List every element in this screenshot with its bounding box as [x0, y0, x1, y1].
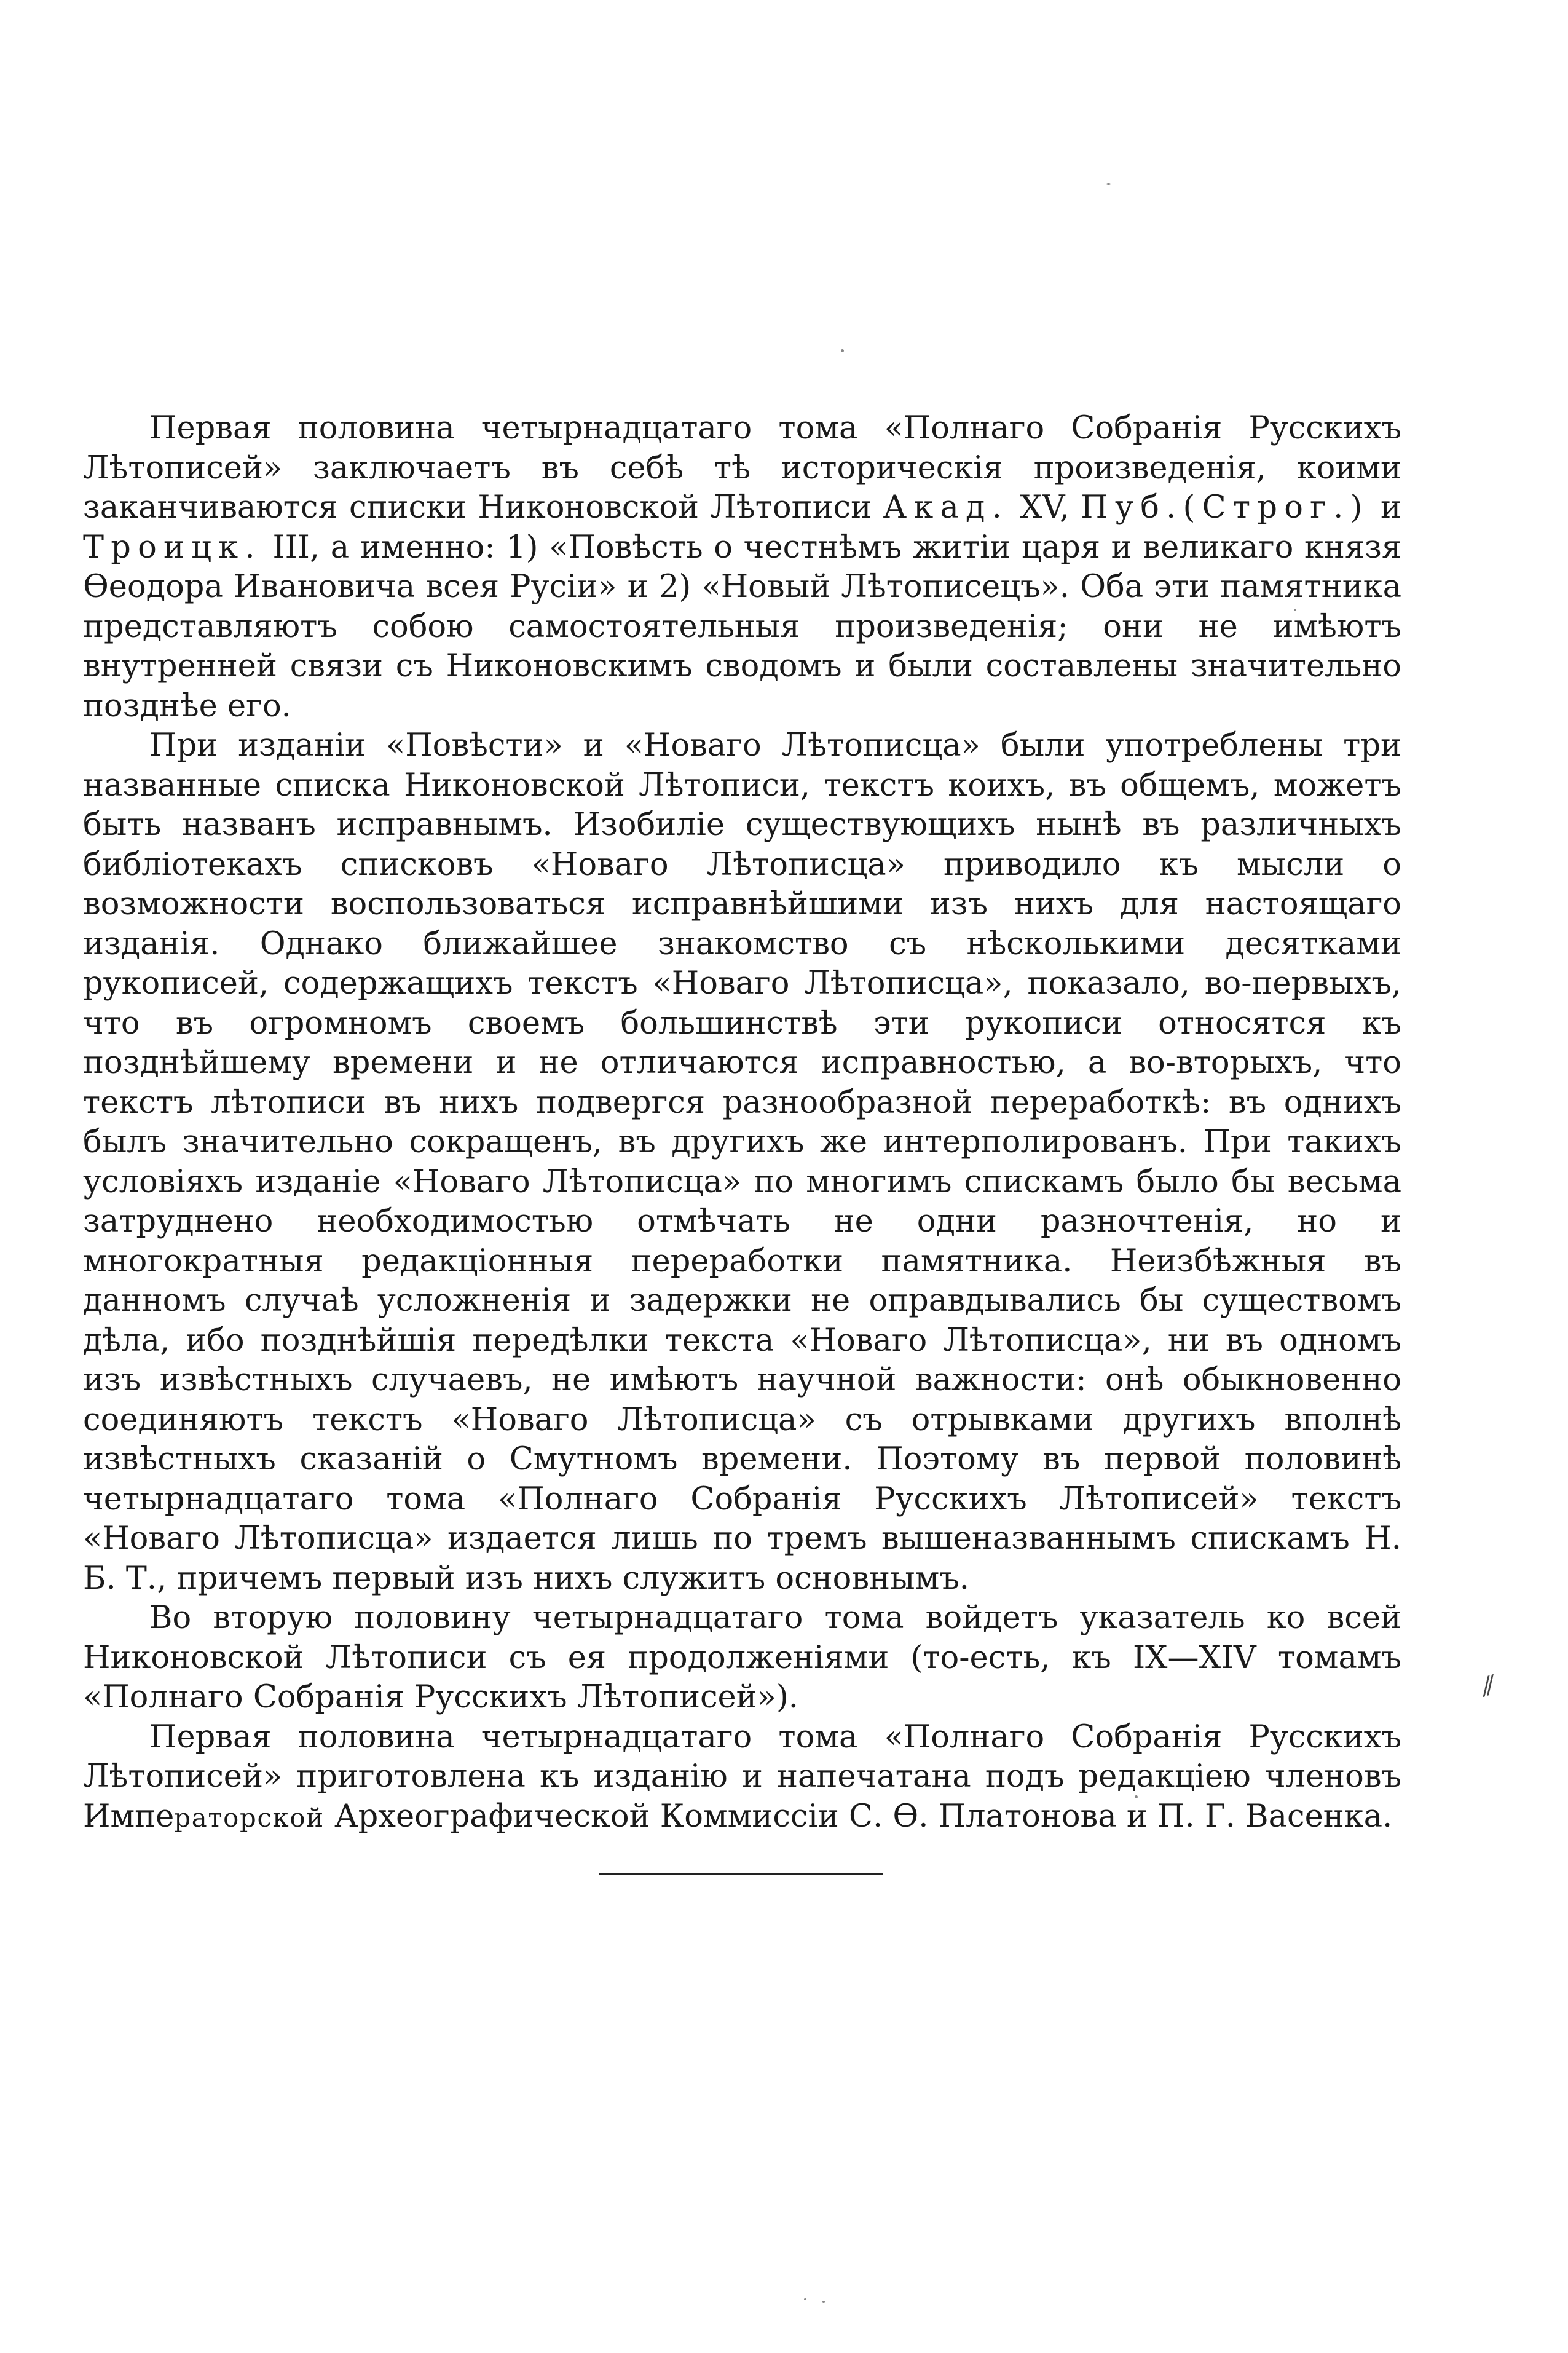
- text-run: Во вторую половину четырнадцатаго тома войдетъ указатель ко всей Никоновской Лѣтописи съ ея продолженіями (то-есть, къ IX—XIV томамъ «Полнаго Собранія Русскихъ Лѣтописей»).: [83, 1600, 1401, 1715]
- closing-rule: [599, 1873, 883, 1875]
- scan-speck: [804, 2298, 806, 2300]
- text-run: Первая половина четырнадцатаго тома «Полнаго Собранія Русскихъ Лѣтописей» приготовлена къ изданію и напечатана подъ редакціею членовъ Импе: [83, 1718, 1401, 1835]
- paragraph: [83, 1718, 1401, 1838]
- scan-speck: [841, 349, 844, 352]
- margin-pencil-mark: ⁄⁄: [1480, 1672, 1497, 1701]
- text-run: При изданіи «Повѣсти» и «Новаго Лѣтописца» были употреблены три названные списка Никоновской Лѣтописи, текстъ коихъ, въ общемъ, можетъ быть названъ исправнымъ. Изобиліе существующихъ нынѣ въ различныхъ библіотекахъ списковъ «Новаго Лѣтописца» приводило къ мысли о возможности воспользоваться исправнѣйшими изъ нихъ для настоящаго изданія. Однако ближайшее знакомство съ нѣсколькими десятками рукописей, содержащихъ текстъ «Новаго Лѣтописца», показало, во-первыхъ, что въ огромномъ своемъ большинствѣ эти рукописи относятся къ позднѣйшему времени и не отличаются исправностью, а во-вторыхъ, что текстъ лѣтописи въ нихъ подвергся разнообразной переработкѣ: въ однихъ былъ значительно сокращенъ, въ другихъ же интерполированъ. При такихъ условіяхъ изданіе «Новаго Лѣтописца» по многимъ спискамъ было бы весьма затруднено необходимостью отмѣчать не одни разночтенія, но и многократныя редакціонныя переработки памятника. Неизбѣжныя въ данномъ случаѣ усложненія и задержки не оправдывались бы существомъ дѣла, ибо позднѣйшія передѣлки текста «Новаго Лѣтописца», ни въ одномъ изъ извѣстныхъ случаевъ, не имѣютъ научной важности: онѣ обыкновенно соединяютъ текстъ «Новаго Лѣтописца» съ отрывками другихъ вполнѣ извѣстныхъ сказаній о Смутномъ времени. Поэтому въ первой половинѣ четырнадцатаго тома «Полнаго Собранія Русскихъ Лѣтописей» текстъ «Новаго Лѣтописца» издается лишь по тремъ вышеназваннымъ спискамъ Н. Б. Т., причемъ первый изъ нихъ служитъ основнымъ.: [83, 727, 1401, 1597]
- text-run-small-caps: раторской: [174, 1802, 325, 1833]
- text-run-spaced: Троицк.: [83, 529, 262, 566]
- text-run: Археографической Коммиссіи С. Ѳ. Платонова и П. Г. Васенка.: [324, 1798, 1393, 1835]
- text-run-spaced: Пуб.(Строг.): [1081, 489, 1369, 526]
- paragraph: [83, 1599, 1401, 1718]
- scan-speck: [1106, 183, 1111, 185]
- text-run: III, а именно: 1) «Повѣсть о честнѣмъ житіи царя и великаго князя Ѳеодора Ивановича всея Русіи» и 2) «Новый Лѣтописецъ». Оба эти памятника представляютъ собою самостоятельныя произведенія; они не имѣютъ внутренней связи съ Никоновскимъ сводомъ и были составлены значительно позднѣе его.: [83, 529, 1401, 724]
- paragraph: [83, 726, 1401, 1599]
- text-run: Первая половина четырнадцатаго тома «Полнаго Собранія Русскихъ Лѣтописей» заключаетъ въ себѣ тѣ историческія произведенія, коими заканчиваются списки Никоновской Лѣтописи: [83, 410, 1401, 526]
- text-run-spaced: Акад.: [883, 489, 1009, 526]
- paragraph: [83, 409, 1401, 726]
- text-run: XV,: [1009, 489, 1081, 526]
- text-run: и: [1369, 489, 1401, 526]
- body-text: [83, 409, 1401, 1838]
- scan-speck: [822, 2301, 825, 2303]
